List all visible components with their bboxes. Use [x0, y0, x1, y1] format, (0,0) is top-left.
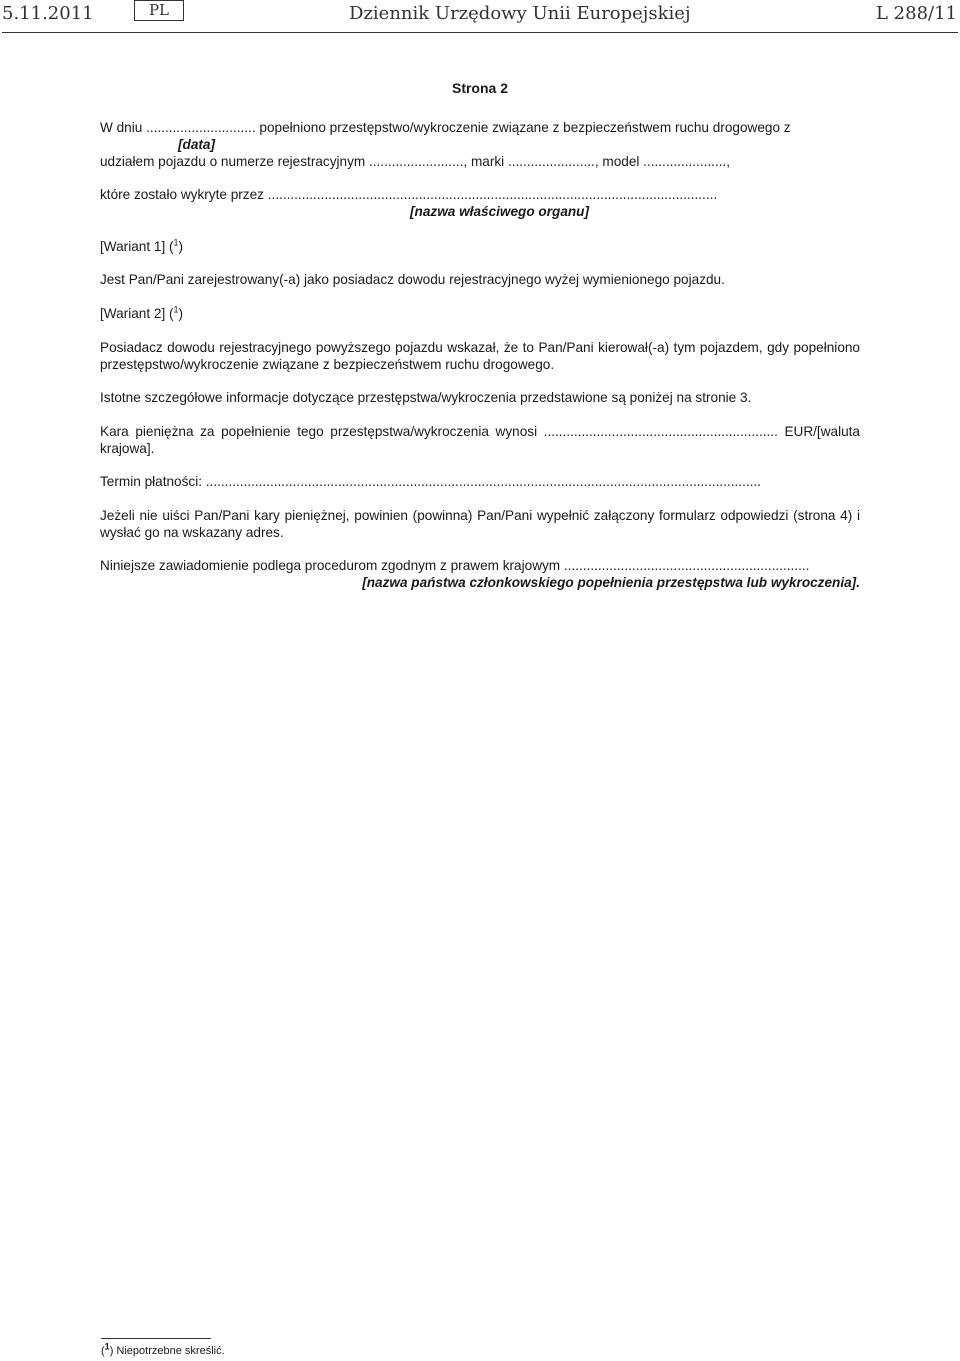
date-label: [data] — [178, 137, 216, 152]
offence-line-3: które zostało wykryte przez ....................................................................................................................... — [100, 187, 718, 202]
offence-line-1: W dniu ............................. popełniono przestępstwo/wykroczenie związane z bezpieczeństwem ruchu drogowego z — [100, 120, 791, 135]
variant-2-heading: [Wariant 2] ($^1$) — [100, 304, 184, 321]
member-state-label: [nazwa państwa członkowskiego popełnienia przestępstwa lub wykroczenia]. — [362, 575, 860, 590]
footnote: ($^1$) Niepotrzebne skreślić. — [101, 1341, 225, 1357]
page-header — [0, 0, 960, 33]
page-reference: L 288/11 — [876, 3, 957, 24]
offence-paragraph — [100, 119, 860, 220]
variant-2-text: Posiadacz dowodu rejestracyjnego powyższego pojazdu wskazał, że to Pan/Pani kierował(-a) tym pojazdem, gdy popełniono przestępstwo/wykroczenie związane z bezpieczeństwem ruchu drogowego. — [100, 340, 860, 372]
variant-1-text: Jest Pan/Pani zarejestrowany(-a) jako posiadacz dowodu rejestracyjnego wyżej wymienionego pojazdu. — [100, 272, 725, 287]
footnote-ref: 1 — [173, 237, 179, 248]
payment-deadline: Termin płatności: ................................................................................................................................................... — [100, 474, 761, 489]
fine-text: Kara pieniężna za popełnienie tego przestępstwa/wykroczenia wynosi .............................................................. EUR/[waluta krajowa]. — [100, 424, 860, 456]
variant-1-heading: [Wariant 1] ($^1$) — [100, 237, 184, 254]
document-body — [100, 80, 860, 591]
journal-title: Dziennik Urzędowy Unii Europejskiej — [349, 3, 691, 24]
nonpayment-text: Jeżeli nie uiści Pan/Pani kary pieniężnej, powinien (powinna) Pan/Pani wypełnić załączony formularz odpowiedzi (strona 4) i wysłać go na wskazany adres. — [100, 508, 860, 540]
details-text: Istotne szczegółowe informacje dotyczące przestępstwa/wykroczenia przedstawione są poniżej na stronie 3. — [100, 390, 752, 405]
header-divider — [2, 32, 958, 33]
footnote-ref: 1 — [173, 304, 179, 315]
authority-label: [nazwa właściwego organu] — [410, 204, 590, 219]
footnote-text: Niepotrzebne skreślić. — [116, 1345, 225, 1357]
footnote-divider — [101, 1338, 211, 1339]
footnote-number: 1 — [104, 1341, 110, 1352]
procedure-text: Niniejsze zawiadomienie podlega procedurom zgodnym z prawem krajowym ................................................................. — [100, 558, 810, 573]
offence-line-2: udziałem pojazdu o numerze rejestracyjnym ........................., marki ......................., model ......................, — [100, 154, 731, 169]
page-title: Strona 2 — [451, 80, 508, 96]
language-code-box: PL — [134, 0, 184, 21]
publication-date: 5.11.2011 — [2, 3, 94, 24]
